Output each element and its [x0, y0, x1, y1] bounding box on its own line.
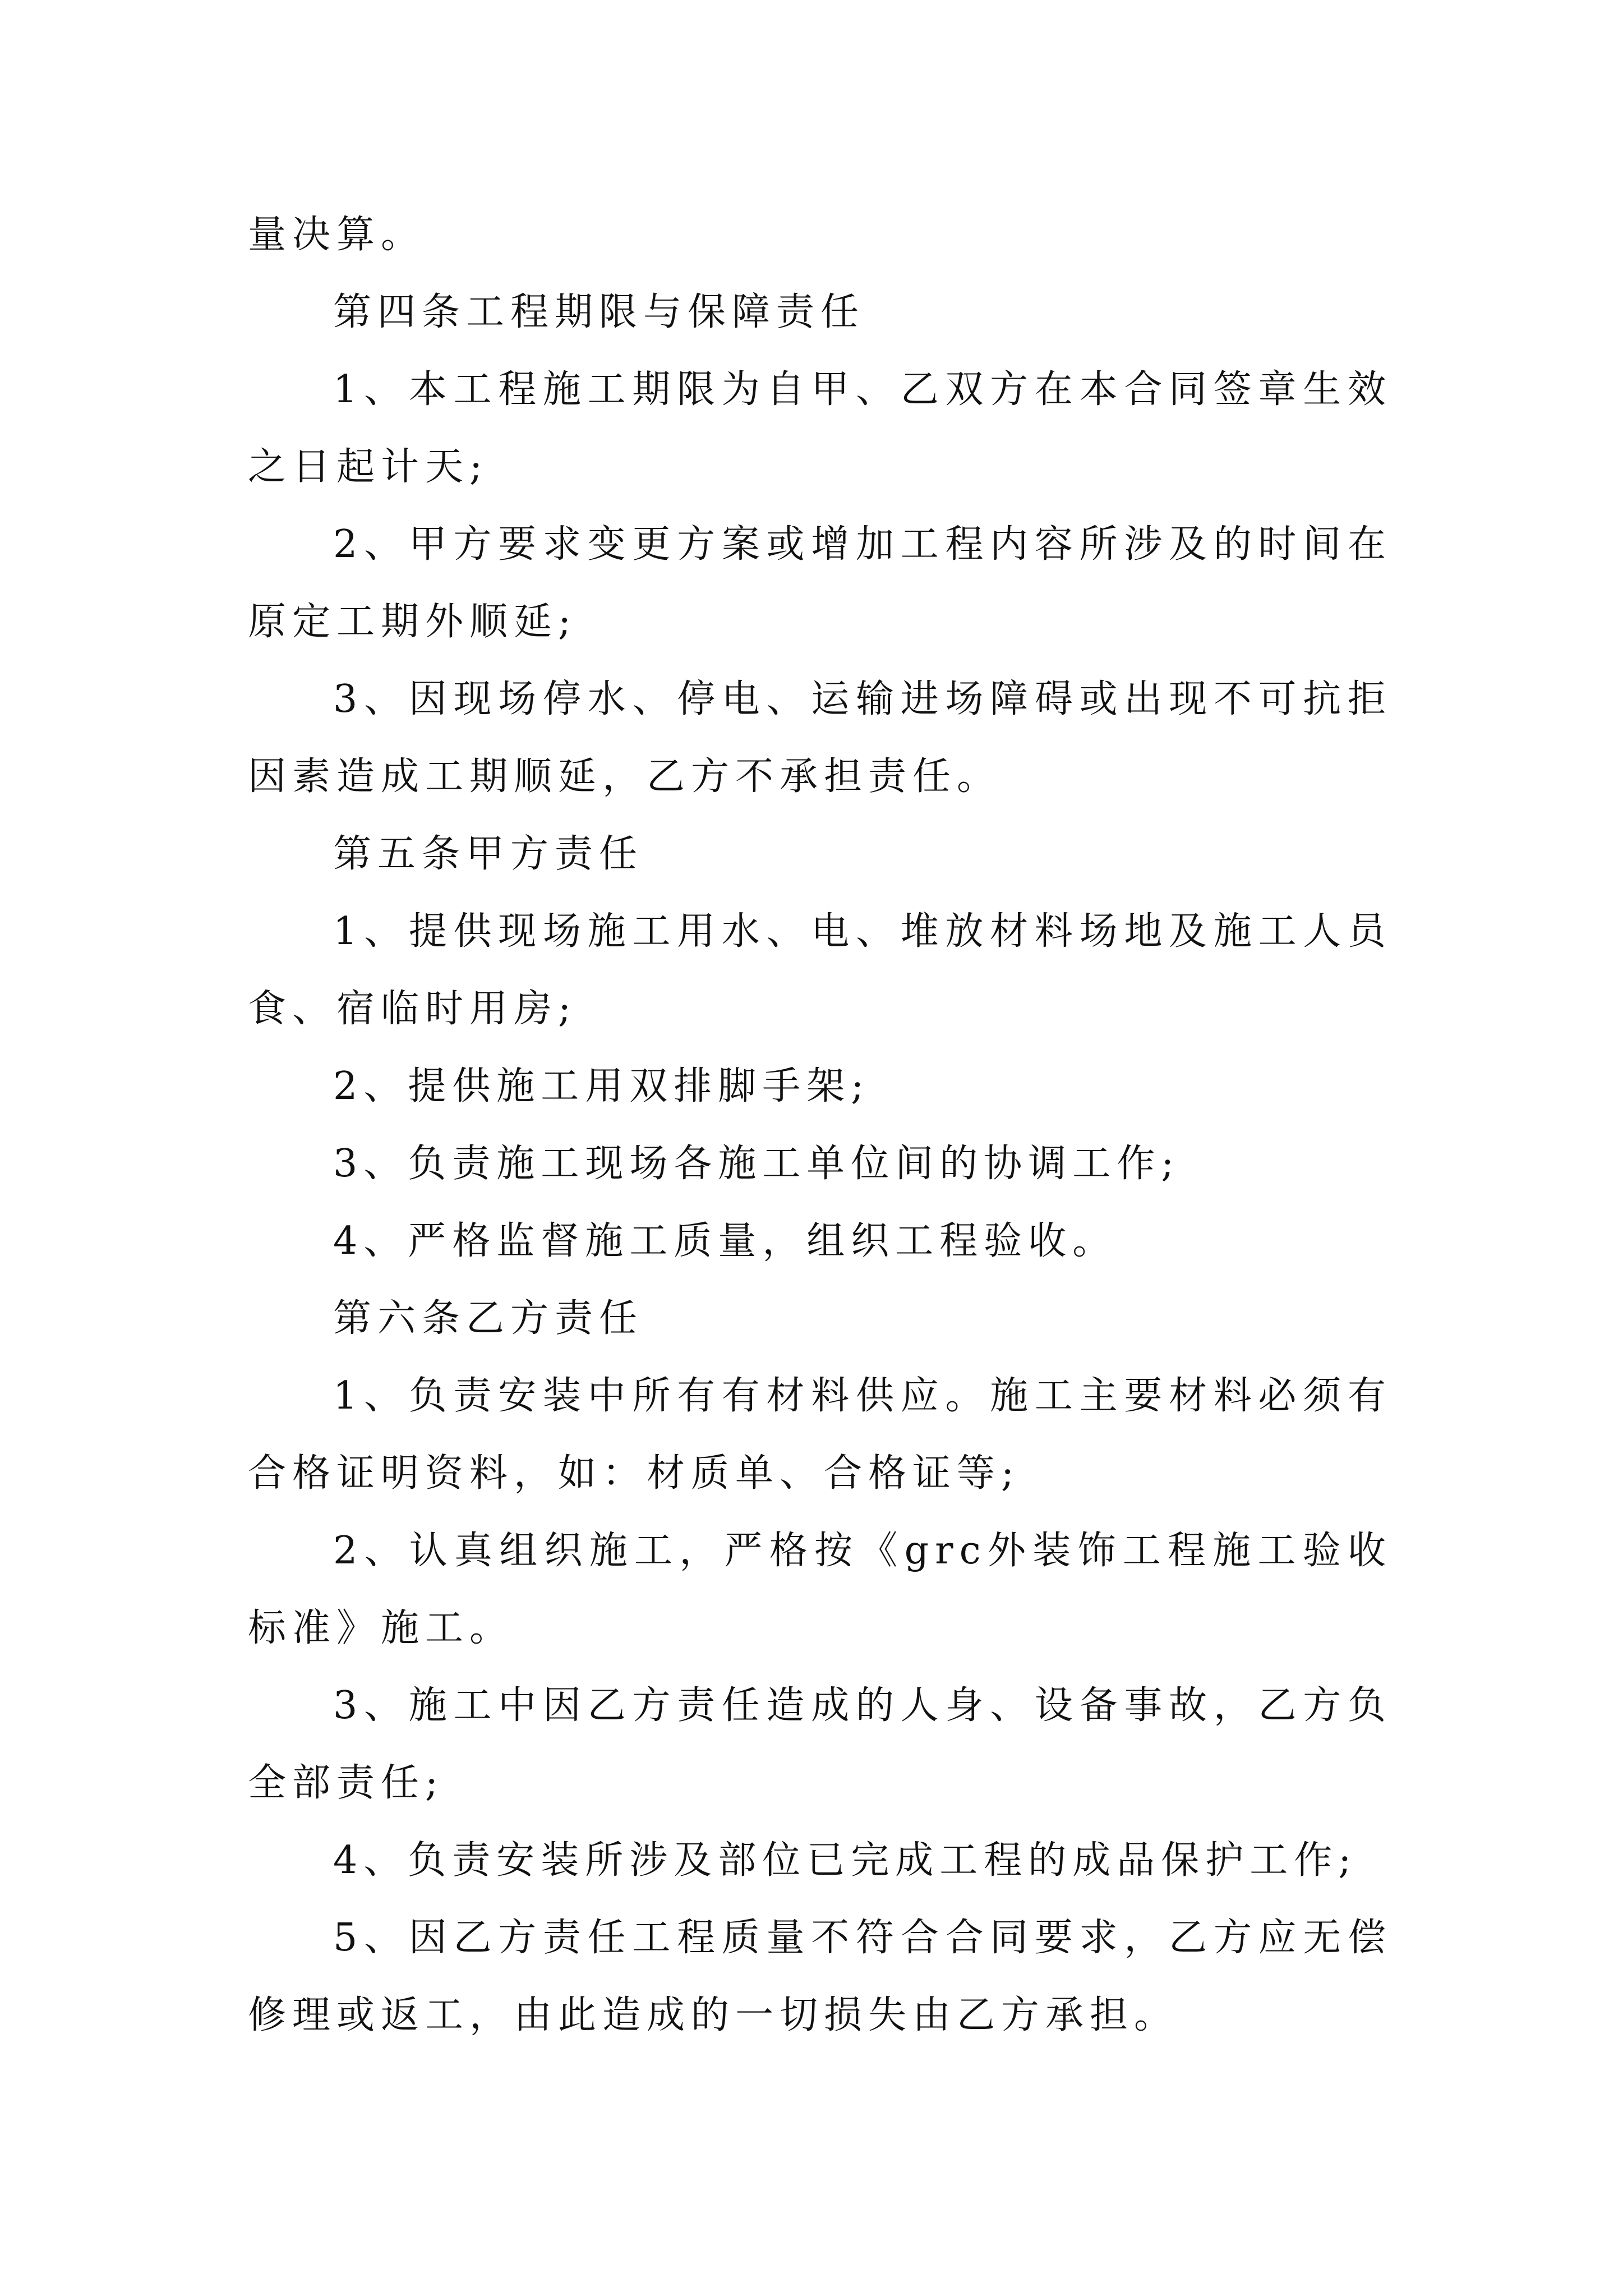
document-body [248, 196, 1392, 2054]
clause-6-4: 4、负责安装所涉及部位已完成工程的成品保护工作; [333, 1838, 1358, 1883]
clause-5-3: 3、负责施工现场各施工单位间的协调工作; [333, 1142, 1181, 1186]
clause-5-4: 4、严格监督施工质量，组织工程验收。 [333, 1219, 1117, 1263]
section-heading-article-4: 第四条工程期限与保障责任 [333, 290, 865, 334]
clause-4-1: 1、本工程施工期限为自甲、乙双方在本合同签章生效之日起计天; [248, 367, 1392, 489]
section-heading-article-6: 第六条乙方责任 [333, 1296, 644, 1341]
clause-5-1: 1、提供现场施工用水、电、堆放材料场地及施工人员食、宿临时用房; [248, 909, 1392, 1031]
clause-6-5: 5、因乙方责任工程质量不符合合同要求，乙方应无偿修理或返工，由此造成的一切损失由乙方承担。 [248, 1916, 1392, 2037]
clause-6-1: 1、负责安装中所有有材料供应。施工主要材料必须有合格证明资料，如：材质单、合格证等; [248, 1374, 1392, 1496]
clause-6-3: 3、施工中因乙方责任造成的人身、设备事故，乙方负全部责任; [248, 1683, 1392, 1805]
clause-4-3: 3、因现场停水、停电、运输进场障碍或出现不可抗拒因素造成工期顺延，乙方不承担责任。 [248, 677, 1392, 799]
clause-5-2: 2、提供施工用双排脚手架; [333, 1064, 870, 1108]
clause-6-2: 2、认真组织施工，严格按《grc外装饰工程施工验收标准》施工。 [248, 1529, 1392, 1650]
clause-4-2: 2、甲方要求变更方案或增加工程内容所涉及的时间在原定工期外顺延; [248, 522, 1392, 644]
section-heading-article-5: 第五条甲方责任 [333, 832, 644, 876]
paragraph-continuation: 量决算。 [248, 213, 426, 257]
